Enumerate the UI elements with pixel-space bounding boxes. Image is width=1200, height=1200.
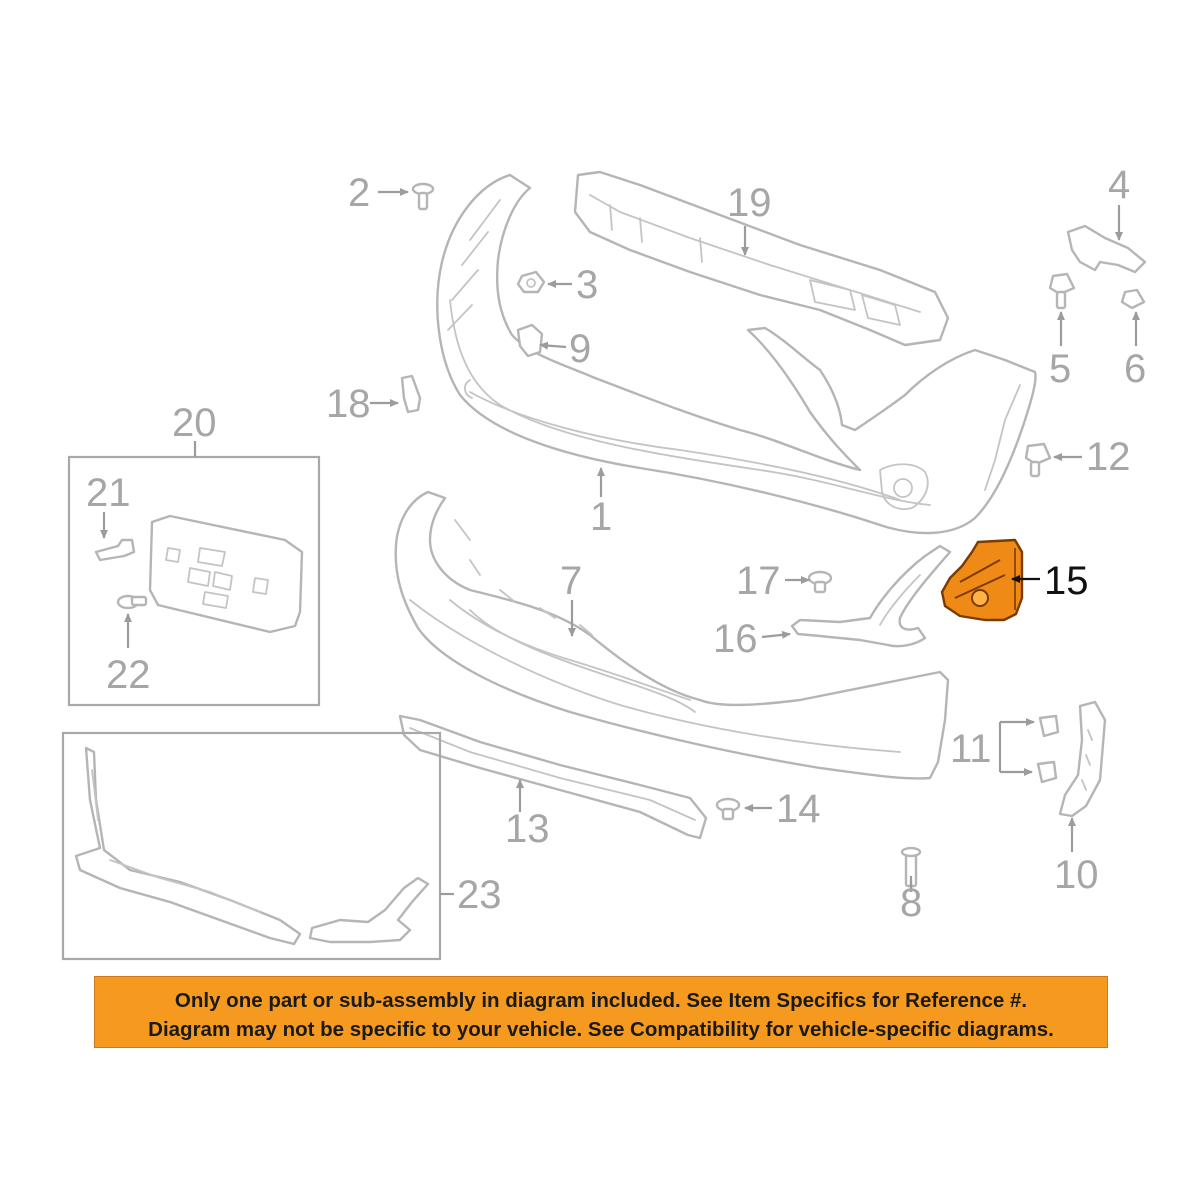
callout-17: 17	[736, 559, 781, 603]
callout-3: 3	[576, 263, 599, 307]
callout-11: 11	[950, 727, 992, 771]
callout-23: 23	[457, 873, 502, 917]
part-4-bracket	[1068, 226, 1145, 272]
callout-9: 9	[569, 327, 592, 371]
callout-21: 21	[86, 471, 131, 515]
notice-line-1: Only one part or sub-assembly in diagram included. See Item Specifics for Reference #.	[174, 989, 1028, 1012]
callout-5: 5	[1049, 347, 1072, 391]
part-14-pushpin	[717, 799, 739, 819]
part-5-bolt	[1050, 274, 1074, 308]
notice-line-2: Diagram may not be specific to your vehicle. See Compatibility for vehicle-specific diagrams.	[148, 1018, 1054, 1041]
callout-1: 1	[590, 495, 613, 539]
callout-8: 8	[900, 881, 923, 925]
part-16-trim	[792, 546, 950, 646]
callout-22: 22	[106, 653, 151, 697]
callout-13: 13	[505, 807, 550, 851]
part-2-screw	[413, 184, 433, 209]
callout-7: 7	[560, 559, 583, 603]
callout-20: 20	[172, 401, 217, 445]
callout-12: 12	[1086, 435, 1131, 479]
callout-16: 16	[713, 617, 758, 661]
part-17-pushpin	[809, 572, 831, 592]
callout-14: 14	[776, 787, 821, 831]
callout-6: 6	[1124, 347, 1147, 391]
group-23-box	[63, 733, 440, 959]
callout-10: 10	[1054, 853, 1099, 897]
callout-2: 2	[348, 171, 371, 215]
part-3-nut	[518, 272, 544, 292]
part-18-bracket	[402, 376, 420, 412]
callout-18: 18	[326, 382, 371, 426]
callout-19: 19	[727, 181, 772, 225]
part-10-side-bracket	[1060, 702, 1105, 816]
callout-4: 4	[1108, 163, 1131, 207]
part-11-clips	[1038, 716, 1058, 782]
part-6-nut	[1122, 290, 1144, 308]
compatibility-notice	[94, 976, 1108, 1048]
part-12-bolt	[1026, 444, 1050, 476]
part-15-highlighted-bracket	[942, 540, 1022, 620]
callout-15: 15	[1044, 559, 1089, 603]
